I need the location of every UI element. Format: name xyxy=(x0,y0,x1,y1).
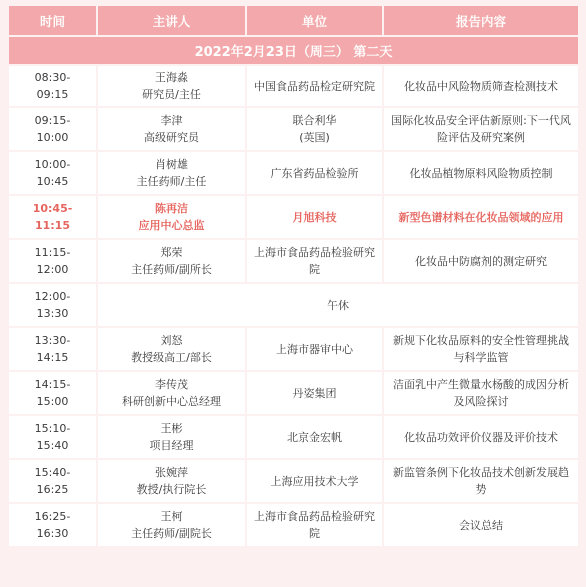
org-cell xyxy=(247,66,382,106)
speaker-cell-line: 主任药师/主任 xyxy=(136,175,207,188)
topic-cell-line: 化妆品功效评价仪器及评价技术 xyxy=(404,430,558,444)
topic-cell-line: 势 xyxy=(475,483,487,496)
topic-cell-line: 新监管条例下化妆品技术创新发展趋 xyxy=(393,466,569,479)
session-row xyxy=(9,460,578,502)
time-cell-line: 12:00 xyxy=(36,263,69,276)
topic-cell xyxy=(384,504,578,546)
schedule-container xyxy=(7,4,578,548)
speaker-cell xyxy=(98,66,245,106)
time-cell-line: 10:00 xyxy=(36,131,69,144)
time-cell-line: 14:15 xyxy=(36,351,69,364)
topic-cell xyxy=(384,416,578,458)
topic-cell-line: 及风险探讨 xyxy=(453,395,509,408)
topic-cell-line: 化妆品植物原料风险物质控制 xyxy=(409,166,553,180)
topic-cell xyxy=(384,108,578,150)
time-cell-line: 10:45- xyxy=(32,202,73,215)
speaker-cell-line: 陈再洁 xyxy=(155,202,188,215)
session-row xyxy=(9,108,578,150)
time-cell-line: 11:15- xyxy=(34,246,71,259)
time-cell-line: 15:10- xyxy=(34,422,71,435)
time-cell-line: 10:00- xyxy=(34,158,71,171)
speaker-cell-line: 研究员/主任 xyxy=(142,88,201,101)
topic-cell-line: 新规下化妆品原料的安全性管理挑战 xyxy=(393,334,569,347)
topic-cell xyxy=(384,66,578,106)
time-cell-line: 15:00 xyxy=(36,395,69,408)
speaker-cell xyxy=(98,152,245,194)
schedule-table xyxy=(7,4,580,548)
time-cell xyxy=(9,196,96,238)
org-cell-line: 上海市食品药品检验研究 xyxy=(254,510,375,523)
org-cell-line: 院 xyxy=(309,527,320,540)
speaker-cell-line: 肖树雄 xyxy=(155,158,188,171)
header-time: 时间 xyxy=(9,6,96,35)
speaker-cell-line: 刘怒 xyxy=(160,334,183,347)
speaker-cell xyxy=(98,196,245,238)
speaker-cell-line: 教授/执行院长 xyxy=(136,483,207,496)
speaker-cell xyxy=(98,460,245,502)
time-cell xyxy=(9,460,96,502)
speaker-cell-line: 王海淼 xyxy=(155,71,188,84)
time-cell xyxy=(9,152,96,194)
org-cell xyxy=(247,328,382,370)
org-cell-line: (英国) xyxy=(299,131,330,144)
org-cell-line: 联合利华 xyxy=(292,114,337,127)
topic-cell-line: 国际化妆品安全评估新原则:下一代风 xyxy=(391,114,571,127)
speaker-cell-line: 项目经理 xyxy=(149,439,194,452)
time-cell-line: 10:45 xyxy=(36,175,69,188)
time-cell-line: 15:40- xyxy=(34,466,71,479)
topic-cell-line: 与科学监管 xyxy=(453,351,509,364)
session-row xyxy=(9,240,578,282)
org-cell-line: 丹姿集团 xyxy=(292,386,337,400)
time-cell-line: 13:30 xyxy=(36,307,69,320)
org-cell xyxy=(247,460,382,502)
speaker-cell-line: 张婉萍 xyxy=(155,466,188,479)
speaker-cell-line: 科研创新中心总经理 xyxy=(122,395,221,408)
speaker-cell-line: 李津 xyxy=(160,114,183,127)
session-row xyxy=(9,416,578,458)
org-cell xyxy=(247,152,382,194)
header-row xyxy=(9,6,578,35)
day-banner-row xyxy=(9,37,578,64)
org-cell-line: 广东省药品检验所 xyxy=(270,166,359,180)
break-cell: 午休 xyxy=(98,284,578,326)
speaker-cell xyxy=(98,416,245,458)
speaker-cell-line: 主任药师/副院长 xyxy=(131,527,212,540)
speaker-cell-line: 郑荣 xyxy=(160,246,183,259)
header-topic: 报告内容 xyxy=(384,6,578,35)
time-cell-line: 15:40 xyxy=(36,439,69,452)
org-cell xyxy=(247,108,382,150)
topic-cell xyxy=(384,460,578,502)
time-cell-line: 08:30- xyxy=(34,71,71,84)
topic-cell xyxy=(384,196,578,238)
time-cell xyxy=(9,504,96,546)
time-cell-line: 16:25- xyxy=(34,510,71,523)
time-cell xyxy=(9,416,96,458)
break-row xyxy=(9,284,578,326)
header-speaker: 主讲人 xyxy=(98,6,245,35)
topic-cell xyxy=(384,240,578,282)
org-cell-line: 上海市器审中心 xyxy=(276,342,353,356)
topic-cell-line: 新型色谱材料在化妆品领域的应用 xyxy=(398,210,564,224)
time-cell-line: 11:15 xyxy=(34,219,70,232)
time-cell xyxy=(9,372,96,414)
org-cell-line: 院 xyxy=(309,263,320,276)
org-cell-line: 中国食品药品检定研究院 xyxy=(254,79,375,93)
topic-cell-line: 会议总结 xyxy=(459,518,503,532)
org-cell xyxy=(247,196,382,238)
org-cell xyxy=(247,504,382,546)
speaker-cell-line: 王柯 xyxy=(160,510,183,523)
speaker-cell-line: 主任药师/副所长 xyxy=(131,263,212,276)
speaker-cell xyxy=(98,108,245,150)
org-cell-line: 上海市食品药品检验研究 xyxy=(254,246,375,259)
speaker-cell xyxy=(98,328,245,370)
topic-cell xyxy=(384,372,578,414)
org-cell xyxy=(247,240,382,282)
topic-cell xyxy=(384,328,578,370)
topic-cell-line: 险评估及研究案例 xyxy=(437,131,525,144)
speaker-cell xyxy=(98,504,245,546)
header-org: 单位 xyxy=(247,6,382,35)
speaker-cell-line: 李传茂 xyxy=(155,378,188,391)
time-cell xyxy=(9,328,96,370)
speaker-cell-line: 高级研究员 xyxy=(144,131,199,144)
org-cell xyxy=(247,416,382,458)
org-cell xyxy=(247,372,382,414)
topic-cell xyxy=(384,152,578,194)
time-cell-line: 13:30- xyxy=(34,334,71,347)
time-cell-line: 09:15- xyxy=(34,114,71,127)
org-cell-line: 北京金宏帆 xyxy=(287,430,342,444)
time-cell xyxy=(9,240,96,282)
org-cell-line: 月旭科技 xyxy=(292,210,337,224)
time-cell xyxy=(9,66,96,106)
time-cell-line: 14:15- xyxy=(34,378,71,391)
topic-cell-line: 化妆品中防腐剂的测定研究 xyxy=(415,254,547,268)
speaker-cell xyxy=(98,372,245,414)
time-cell xyxy=(9,284,96,326)
speaker-cell-line: 王彬 xyxy=(160,422,183,435)
session-row xyxy=(9,328,578,370)
session-row xyxy=(9,372,578,414)
session-row xyxy=(9,152,578,194)
org-cell-line: 上海应用技术大学 xyxy=(270,474,359,488)
topic-cell-line: 化妆品中风险物质筛查检测技术 xyxy=(404,79,558,93)
speaker-cell-line: 教授级高工/部长 xyxy=(131,351,212,364)
session-row xyxy=(9,196,578,238)
speaker-cell-line: 应用中心总监 xyxy=(138,219,205,232)
time-cell-line: 09:15 xyxy=(36,88,69,101)
speaker-cell xyxy=(98,240,245,282)
time-cell xyxy=(9,108,96,150)
session-row xyxy=(9,504,578,546)
day-banner: 2022年2月23日（周三） 第二天 xyxy=(9,37,578,64)
time-cell-line: 12:00- xyxy=(34,290,71,303)
time-cell-line: 16:25 xyxy=(36,483,69,496)
time-cell-line: 16:30 xyxy=(36,527,69,540)
topic-cell-line: 洁面乳中产生微量水杨酸的成因分析 xyxy=(393,378,569,391)
session-row xyxy=(9,66,578,106)
